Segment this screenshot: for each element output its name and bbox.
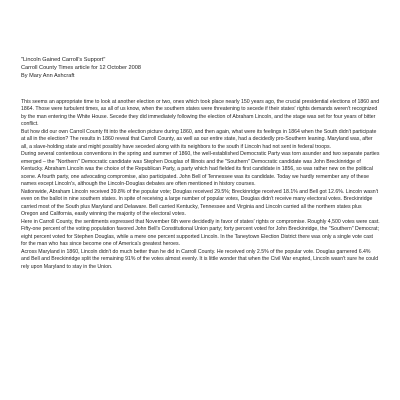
paragraph: During several contentious conventions in the spring and summer of 1860, the well-established Democratic Party was torn asunder and two separate parties emerged – the "Northern" Democratic candidate was Stephen Douglas of Illinois and the "Southern" Democratic candidate was John Breckinridge of Kentucky. Abraham Lincoln was the choice of the Republican Party, a party which had fielded its first candidate in 1856, so was rather new on the political scene. A fourth party, one advocating compromise, also participated. John Bell of Tennessee was its candidate. Today we hardly remember any of these names except Lincoln's, although the Lincoln-Douglas debates are often mentioned in history courses. [21, 151, 380, 188]
paragraph: But how did our own Carroll County fit into the election picture during 1860, and then again, what were its feelings in 1864 when the South didn't participate at all in the election? The results in 1860 reveal that Carroll County, as well as our entire state, had a decidedly pro-Southern leaning. Maryland was, after all, a slave-holding state and might possibly have seceded along with its neighbors to the south if Lincoln had not sent in federal troops. [21, 128, 377, 150]
article-title: "Lincoln Gained Carroll's Support" [21, 57, 106, 63]
article-header [21, 56, 380, 81]
paragraph: Across Maryland in 1860, Lincoln didn't do much better than he did in Carroll County. He received only 2.5% of the popular vote. Douglas garnered 6.4% and Bell and Breckinridge split the remaining 91% of the votes almost evenly. It is little wonder that when the Civil War erupted, Lincoln wasn't sure he could rely upon Maryland to stay in the Union. [21, 248, 379, 270]
paragraph: Here in Carroll County, the sentiments expressed that November 6th were decidedly in favor of states' rights or compromise. Roughly 4,500 votes were cast. Fifty-one percent of the voting population favored John Bell's Constitutional Union party; forty percent voted for John Breckinridge, the "Southern" Democrat; eight percent voted for Stephen Douglas, while a mere one percent supported Lincoln. In the Taneytown Election District there was only a single vote cast for the man who has since become one of America's greatest heroes. [21, 218, 380, 248]
article-source: Carroll County Times article for 12 October 2008 [21, 65, 142, 72]
article-byline: By Mary Ann Ashcraft [21, 73, 75, 80]
article-body [21, 99, 380, 272]
paragraph: This seems an appropriate time to look at another election or two, ones which took place nearly 150 years ago, the crucial presidential elections of 1860 and 1864. Those were turbulent times, as all of us know, when the southern states were threatening to secede if their states' rights demands weren't recognized by the man entering the White House. Secede they did immediately following the election of Abraham Lincoln, and the stage was set for four years of bitter conflict. [21, 98, 380, 128]
paragraph: Nationwide, Abraham Lincoln received 39.8% of the popular vote; Douglas received 29.5%; Breckinridge received 18.1% and Bell got 12.6%. Lincoln wasn't even on the ballot in nine southern states. In spite of receiving a large number of popular votes, Douglas didn't receive many electoral votes. Breckinridge carried most of the South plus Maryland and Delaware. Bell carried Kentucky, Tennessee and Virginia and Lincoln carried all the northern states plus Oregon and California, easily winning the majority of the electoral votes. [21, 188, 379, 218]
